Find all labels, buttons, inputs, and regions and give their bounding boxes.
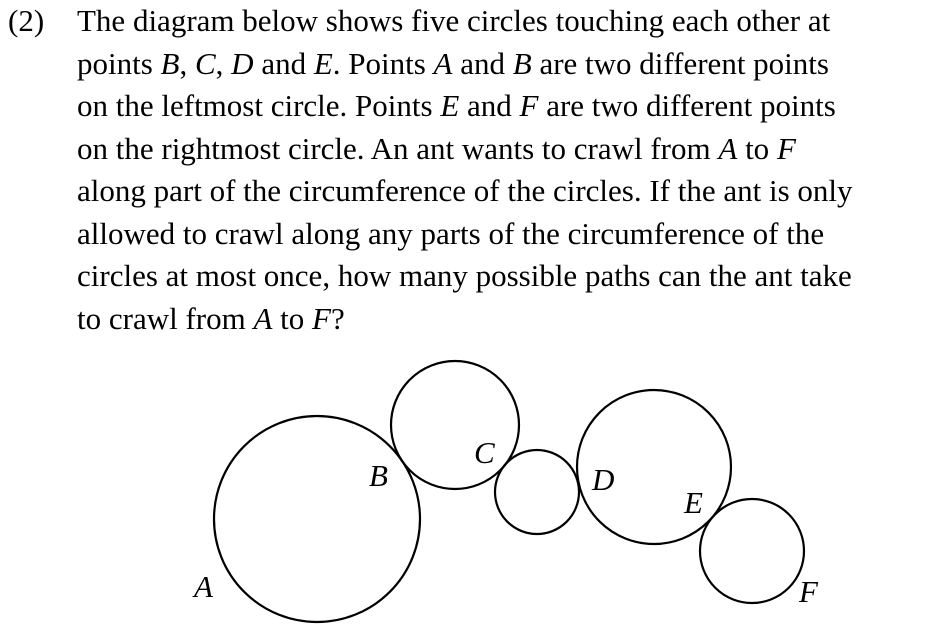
point-label: A [718, 130, 738, 166]
text-run: are two different points [538, 88, 836, 123]
text-run: ? [330, 300, 345, 336]
point-label: E [440, 88, 460, 123]
text-run: to [737, 130, 777, 166]
text-run: are two different points [531, 45, 829, 81]
text-run: and [253, 45, 314, 81]
point-label: B [160, 45, 180, 81]
text-run: points [77, 45, 161, 81]
text-run: on the leftmost circle. Points [77, 88, 441, 123]
text-run: . Points [332, 45, 434, 81]
label-b: B [369, 458, 388, 493]
text-run: , [215, 45, 232, 81]
text-run: allowed to crawl along any parts of the circumference of the [77, 215, 825, 251]
point-label: B [512, 45, 532, 81]
point-label: A [253, 300, 273, 336]
point-label: F [312, 300, 331, 336]
label-a: A [194, 569, 213, 604]
point-label: F [519, 88, 539, 123]
point-label: F [776, 130, 796, 166]
point-label: E [313, 45, 333, 81]
text-run: The diagram below shows five circles touching each other at [77, 3, 831, 38]
point-label: C [194, 45, 216, 81]
question-number: (2) [8, 3, 45, 38]
point-label: D [231, 45, 254, 81]
circle-small-middle [495, 450, 579, 534]
text-run: along part of the circumference of the circles. If the ant is only [77, 173, 853, 208]
text-run: to crawl from [77, 300, 254, 336]
text-run: and [459, 88, 520, 123]
circle-top [391, 361, 519, 489]
text-run: on the rightmost circle. An ant wants to crawl from [77, 130, 719, 166]
text-run: , [179, 45, 195, 81]
text-run: circles at most once, how many possible paths can the ant take [77, 258, 852, 293]
label-d: D [592, 462, 615, 497]
text-run: and [452, 45, 513, 81]
point-label: A [433, 45, 453, 81]
circle-leftmost [214, 416, 420, 622]
label-e: E [684, 485, 703, 520]
label-f: F [799, 574, 818, 609]
label-c: C [474, 435, 495, 470]
circle-rightmost [700, 499, 804, 603]
text-run: to [272, 300, 313, 336]
